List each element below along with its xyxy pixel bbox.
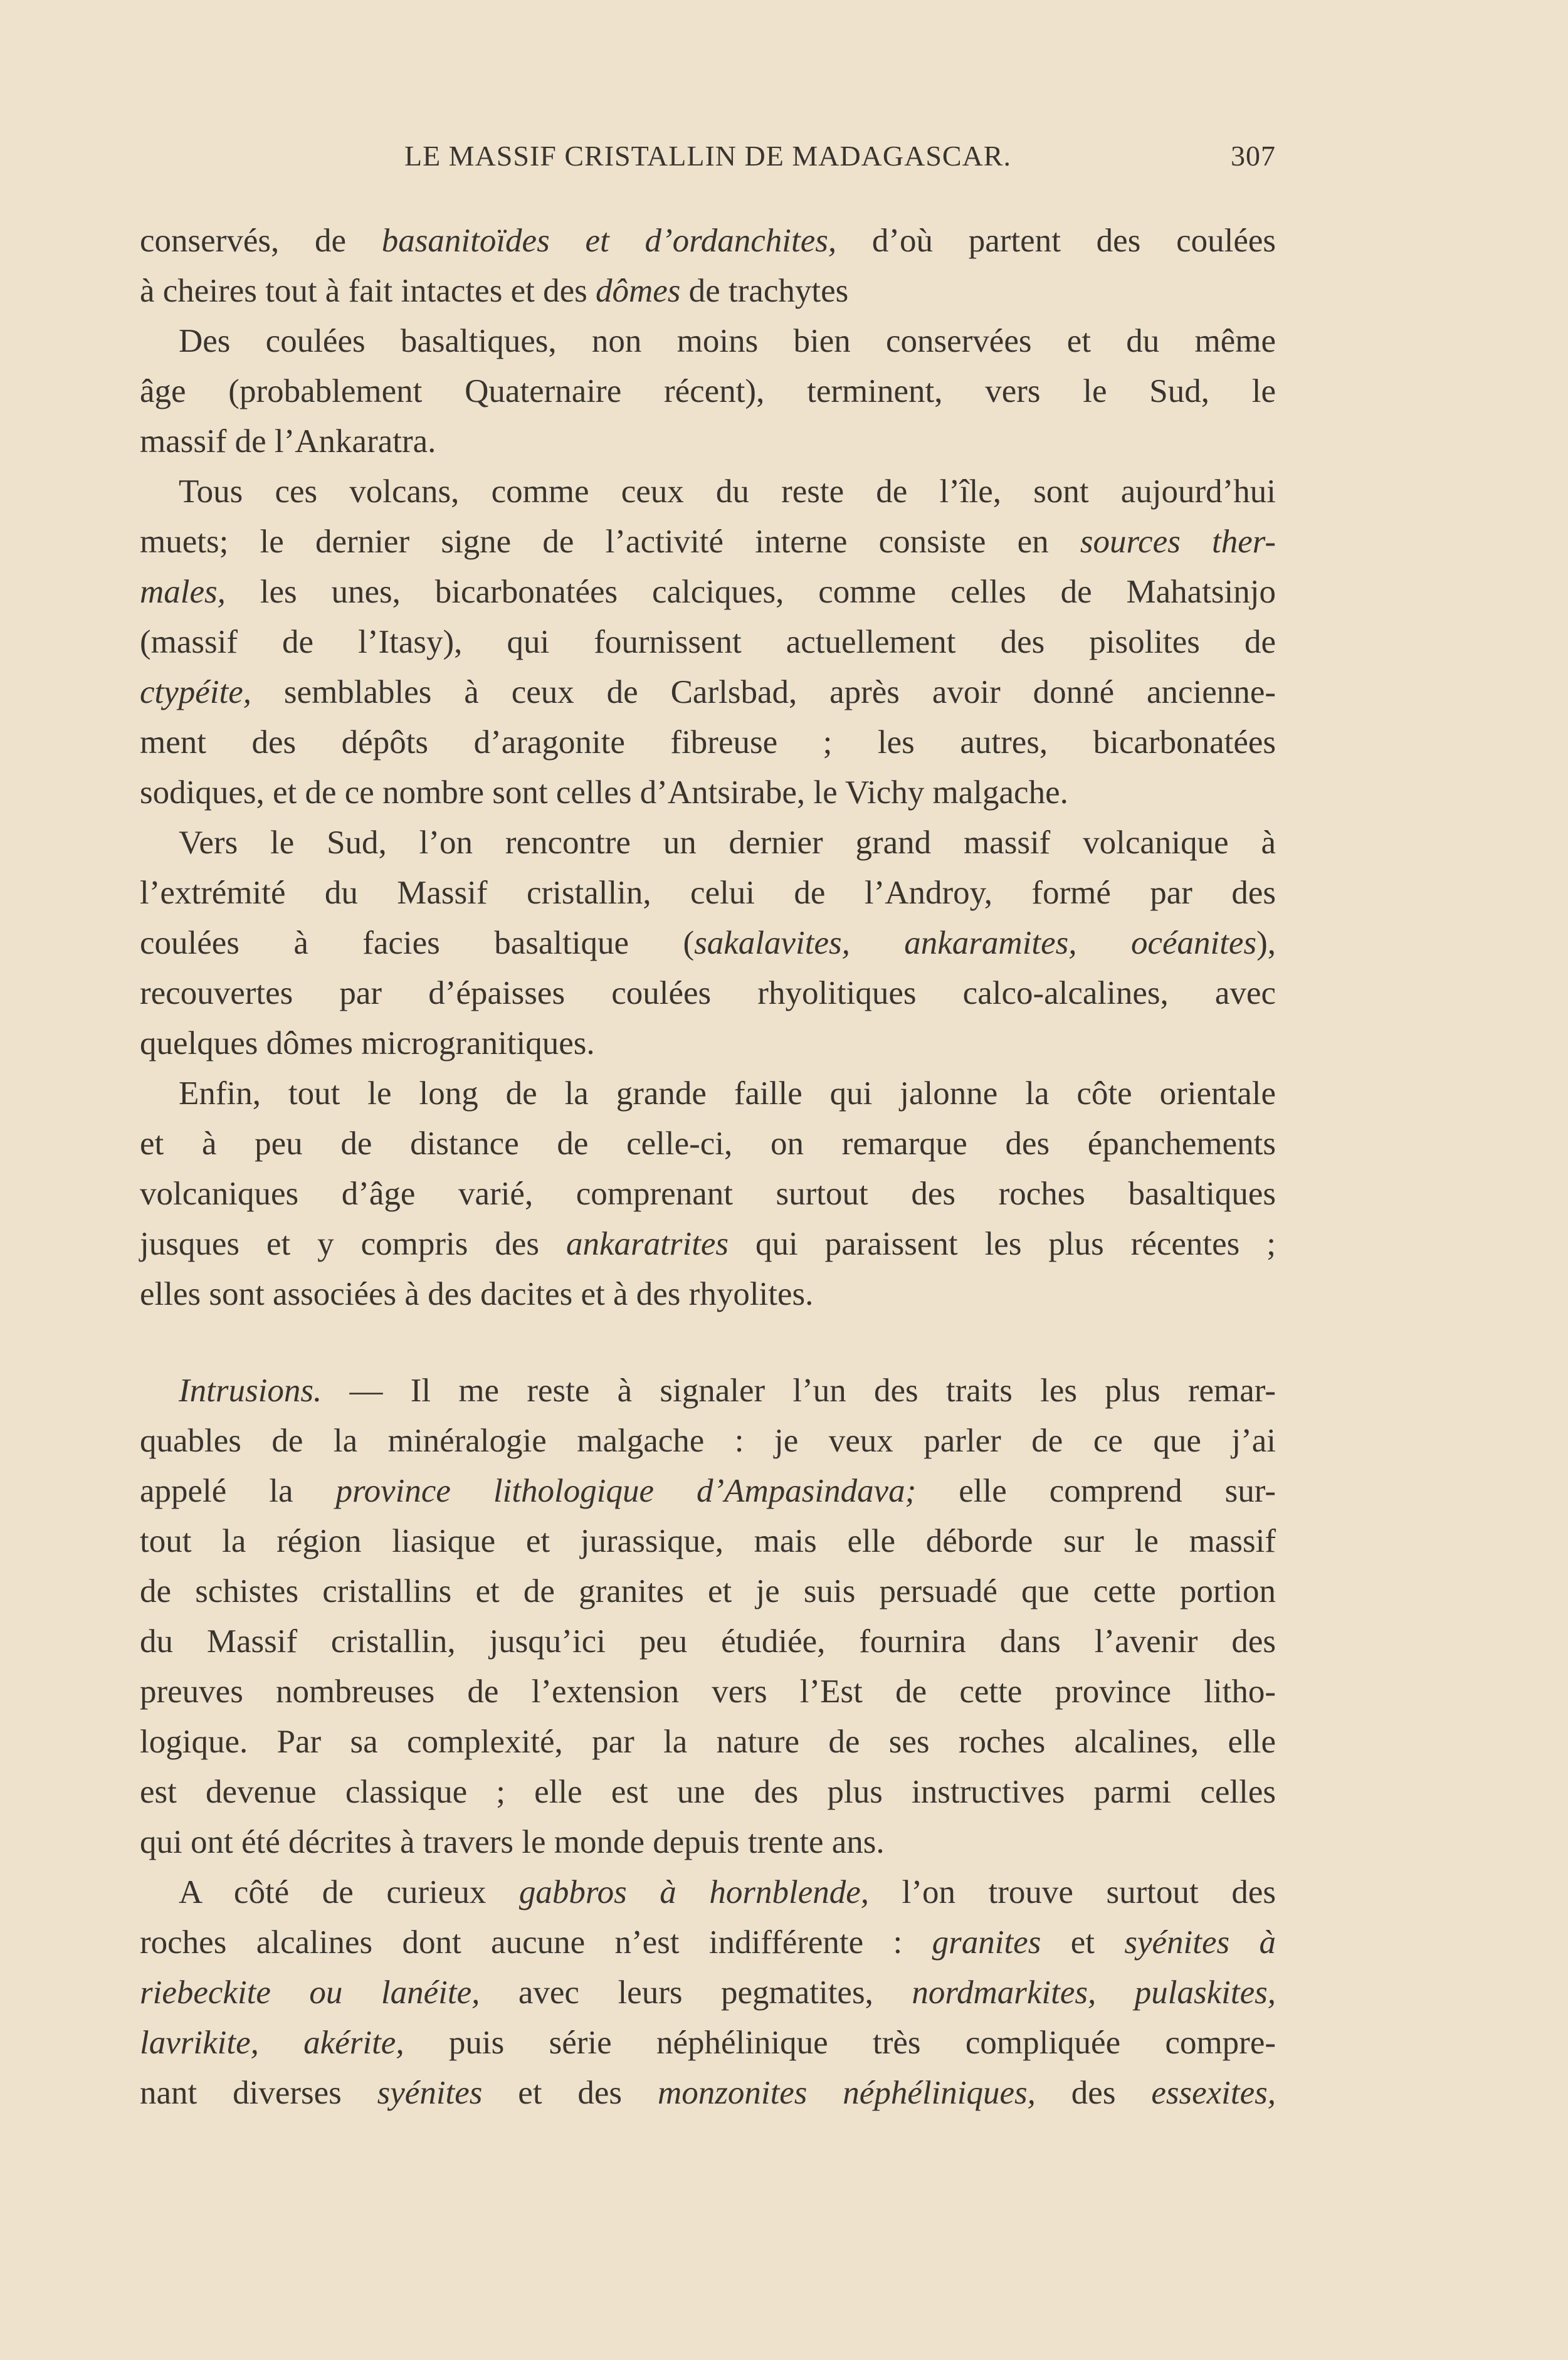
italic-text: sources ther- [1080,524,1276,560]
text-run: âge (probablement Quaternaire récent), terminent, vers le Sud, le [140,373,1276,409]
text-line [140,1169,1276,1219]
text-line [140,1566,1276,1616]
text-run: coulées à facies basaltique ( [140,925,695,961]
text-run: de schistes cristallins et de granites et je suis persuadé que cette portion [140,1573,1276,1609]
text-run: appelé la [140,1473,336,1509]
text-line [140,1119,1276,1169]
text-line [140,366,1276,416]
italic-text: essexites, [1151,2075,1276,2111]
text-line [140,1968,1276,2018]
text-line [140,1466,1276,1516]
text-run: l’extrémité du Massif cristallin, celui de l’Androy, formé par des [140,875,1276,911]
text-line [140,1219,1276,1269]
text-run: recouvertes par d’épaisses coulées rhyolitiques calco-alcalines, avec [140,975,1276,1011]
text-run: Des coulées basaltiques, non moins bien conservées et du même [179,323,1276,359]
text-run: qui ont été décrites à travers le monde depuis trente ans. [140,1824,885,1860]
text-line [140,918,1276,968]
text-run: qui paraissent les plus récentes ; [729,1226,1276,1262]
text-line [140,1917,1276,1968]
text-line [140,266,1276,316]
text-line [140,216,1276,266]
text-run: du Massif cristallin, jusqu’ici peu étudiée, fournira dans l’avenir des [140,1623,1276,1660]
italic-text: dômes [595,273,681,309]
text-run: les unes, bicarbonatées calciques, comme celles de Mahatsinjo [225,574,1276,610]
text-run: ment des dépôts d’aragonite fibreuse ; les autres, bicarbonatées [140,724,1276,761]
text-line [140,617,1276,667]
text-run: muets; le dernier signe de l’activité interne consiste en [140,524,1080,560]
text-run: ), [1256,925,1276,961]
text-line [140,567,1276,617]
text-line [140,2018,1276,2068]
text-run: elles sont associées à des dacites et à des rhyolites. [140,1276,814,1312]
italic-text: monzonites néphéliniques, [657,2075,1036,2111]
text-run: avec leurs pegmatites, [480,1974,912,2011]
italic-text: males, [140,574,226,610]
text-run: à cheires tout à fait intactes et des [140,273,596,309]
text-line [140,818,1276,868]
text-line [140,1269,1276,1319]
text-run: est devenue classique ; elle est une des plus instructives parmi celles [140,1774,1276,1810]
text-run: nant diverses [140,2075,377,2111]
italic-text: Intrusions. [179,1372,322,1409]
text-line [140,466,1276,517]
body-text [140,216,1276,2118]
text-run: des [1035,2075,1152,2111]
text-run: A côté de curieux [179,1874,519,1910]
text-run: quelques dômes microgranitiques. [140,1025,595,1061]
text-run: massif de l’Ankaratra. [140,423,436,460]
text-run: quables de la minéralogie malgache : je veux parler de ce que j’ai [140,1423,1276,1459]
italic-text: granites [932,1924,1041,1961]
page-number: 307 [1231,140,1276,172]
text-run: (massif de l’Itasy), qui fournissent actuellement des pisolites de [140,624,1276,660]
text-run: volcaniques d’âge varié, comprenant surtout des roches basaltiques [140,1176,1276,1212]
text-line [140,1817,1276,1867]
italic-text: ankaratrites [566,1226,729,1262]
text-run: et à peu de distance de celle-ci, on remarque des épanchements [140,1125,1276,1162]
italic-text: sakalavites, ankaramites, océanites [694,925,1257,961]
text-line [140,1068,1276,1119]
text-run: elle comprend sur- [916,1473,1276,1509]
text-run: semblables à ceux de Carlsbad, après avoir donné ancienne- [251,674,1276,710]
text-line [140,1667,1276,1717]
text-run: jusques et y compris des [140,1226,566,1262]
text-run: et [1041,1924,1125,1961]
text-run: roches alcalines dont aucune n’est indifférente : [140,1924,932,1961]
text-line [140,717,1276,767]
text-line [140,767,1276,818]
italic-text: syénites à [1124,1924,1276,1961]
text-run: Vers le Sud, l’on rencontre un dernier grand massif volcanique à [179,824,1276,861]
text-line [140,968,1276,1018]
text-run: preuves nombreuses de l’extension vers l’Est de cette province litho- [140,1673,1276,1710]
text-run: et des [482,2075,658,2111]
italic-text: syénites [377,2075,483,2111]
text-line [140,1018,1276,1068]
text-line [140,416,1276,466]
text-line [140,667,1276,717]
text-run: puis série néphélinique très compliquée compre- [404,2025,1276,2061]
text-line [140,868,1276,918]
text-line [140,517,1276,567]
italic-text: lavrikite, akérite, [140,2025,404,2061]
text-run: sodiques, et de ce nombre sont celles d’Antsirabe, le Vichy malgache. [140,774,1068,811]
italic-text: basanitoïdes et d’ordanchites, [381,223,837,259]
italic-text: riebeckite ou lanéite, [140,1974,480,2011]
text-line [140,1366,1276,1416]
italic-text: nordmarkites, pulaskites, [912,1974,1276,2011]
text-run: logique. Par sa complexité, par la nature de ses roches alcalines, elle [140,1724,1276,1760]
text-run: d’où partent des coulées [836,223,1276,259]
text-line [140,316,1276,366]
text-run: l’on trouve surtout des [869,1874,1276,1910]
text-line [140,1616,1276,1667]
italic-text: province lithologique d’Ampasindava; [335,1473,917,1509]
text-run: tout la région liasique et jurassique, mais elle déborde sur le massif [140,1523,1276,1559]
running-title: LE MASSIF CRISTALLIN DE MADAGASCAR. [404,140,1011,172]
text-run: Tous ces volcans, comme ceux du reste de l’île, sont aujourd’hui [179,473,1276,510]
text-line [140,1416,1276,1466]
text-line [140,1717,1276,1767]
text-line [140,1516,1276,1566]
text-line [140,1867,1276,1917]
text-line [140,1767,1276,1817]
text-run: de trachytes [680,273,849,309]
text-run: conservés, de [140,223,382,259]
text-run: — Il me reste à signaler l’un des traits les plus remar- [322,1372,1276,1409]
text-line [140,2068,1276,2118]
italic-text: gabbros à hornblende, [518,1874,870,1910]
running-header [140,139,1276,183]
text-run: Enfin, tout le long de la grande faille qui jalonne la côte orientale [179,1075,1276,1112]
italic-text: ctypéite, [140,674,252,710]
